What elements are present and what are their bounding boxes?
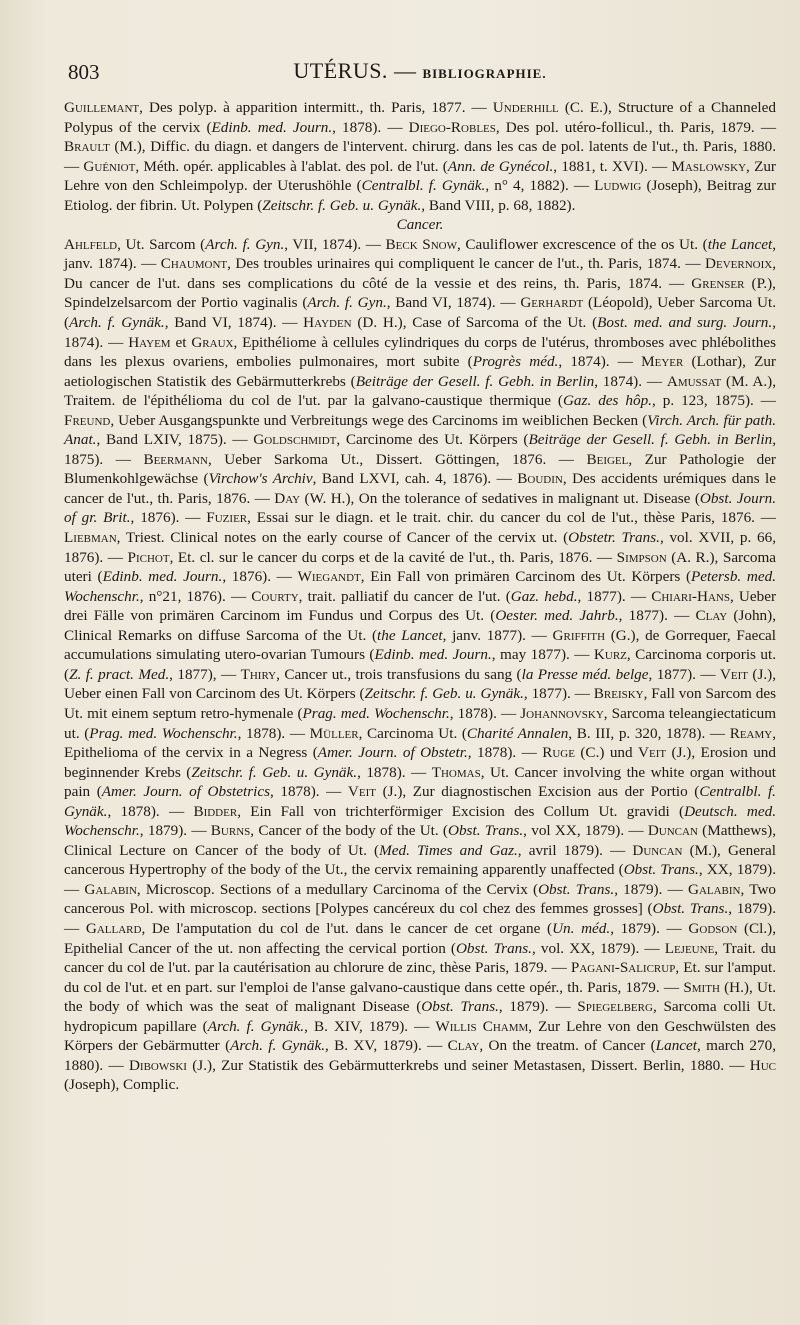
- bibliography-paragraph-cancer: Ahlfeld, Ut. Sarcom (Arch. f. Gyn., VII, 1874). — Beck Snow, Cauliflower excrescence of the os Ut. (the Lancet, janv. 1874). — Chaumont, Des troubles urinaires qui compliquent le cancer de l'ut., th. Paris, 1874. — Devernoix, Du cancer de l'ut. dans ses complications du côté de la vessie et des reins, th. Paris, 1874. — Grenser (P.), Spindelzelsarcom der Portio vaginalis (Arch. f. Gyn., Band VI, 1874). — Gerhardt (Léopold), Ueber Sarcoma Ut. (Arch. f. Gynäk., Band VI, 1874). — Hayden (D. H.), Case of Sarcoma of the Ut. (Bost. med. and surg. Journ., 1874). — Hayem et Graux, Epithéliome à cellules cylindriques du corps de l'utérus, thromboses avec phlébolithes dans les plexus ovariens, embolies pulmonaires, mort subite (Progrès méd., 1874). — Meyer (Lothar), Zur aetiologischen Statistik des Gebärmutterkrebs (Beiträge der Gesell. f. Gebh. in Berlin, 1874). — Amussat (M. A.), Traitem. de l'épithélioma du col de l'ut. par la galvano-caustique thermique (Gaz. des hôp., p. 123, 1875). — Freund, Ueber Ausgangspunkte und Verbreitungs wege des Carcinoms im weiblichen Becken (Virch. Arch. für path. Anat., Band LXIV, 1875). — Goldschmidt, Carcinome des Ut. Körpers (Beiträge der Gesell. f. Gebh. in Berlin, 1875). — Beermann, Ueber Sarkoma Ut., Dissert. Göttingen, 1876. — Beigel, Zur Pathologie der Blumenkohlgewächse (Virchow's Archiv, Band LXVI, cah. 4, 1876). — Boudin, Des accidents urémiques dans le cancer de l'ut., th. Paris, 1876. — Day (W. H.), On the tolerance of sedatives in malignant ut. Disease (Obst. Journ. of gr. Brit., 1876). — Fuzier, Essai sur le diagn. et le trait. chir. du cancer du col de l'ut., thèse Paris, 1876. — Liebman, Triest. Clinical notes on the early course of Cancer of the cervix ut. (Obstetr. Trans., vol. XVII, p. 66, 1876). — Pichot, Et. cl. sur le cancer du corps et de la cavité de l'ut., th. Paris, 1876. — Simpson (A. R.), Sarcoma uteri (Edinb. med. Journ., 1876). — Wiegandt, Ein Fall von primären Carcinom des Ut. Körpers (Petersb. med. Wochenschr., n°21, 1876). — Courty, trait. palliatif du cancer de l'ut. (Gaz. hebd., 1877). — Chiari-Hans, Ueber drei Fälle von primären Carcinom im Fundus und Corpus des Ut. (Oester. med. Jahrb., 1877). — Clay (John), Clinical Remarks on diffuse Sarcoma of the Ut. (the Lancet, janv. 1877). — Griffith (G.), de Gorrequer, Faecal accumulations simulating utero-ovarian Tumours (Edinb. med. Journ., may 1877). — Kurz, Carcinoma corporis ut. (Z. f. pract. Med., 1877), — Thiry, Cancer ut., trois transfusions du sang (la Presse méd. belge, 1877). — Veit (J.), Ueber einen Fall von Carcinom des Ut. Körpers (Zeitschr. f. Geb. u. Gynäk., 1877). — Breisky, Fall von Sarcom des Ut. mit einem septum retro-hymenale (Prag. med. Wochenschr., 1878). — Johannovsky, Sarcoma teleangiectaticum ut. (Prag. med. Wochenschr., 1878). — Müller, Carcinoma Ut. (Charité Annalen, B. III, p. 320, 1878). — Reamy, Epithelioma of the cervix in a Negress (Amer. Journ. of Obstetr., 1878). — Ruge (C.) und Veit (J.), Erosion und beginnender Krebs (Zeitschr. f. Geb. u. Gynäk., 1878). — Thomas, Ut. Cancer involving the white organ without pain (Amer. Journ. of Obstetrics, 1878). — Veit (J.), Zur diagnostischen Excision aus der Portio (Centralbl. f. Gynäk., 1878). — Bidder, Ein Fall von trichterförmiger Excision des Collum Ut. gravidi (Deutsch. med. Wochenschr., 1879). — Burns, Cancer of the body of the Ut. (Obst. Trans., vol XX, 1879). — Duncan (Matthews), Clinical Lecture on Cancer of the body of Ut. (Med. Times and Gaz., avril 1879). — Duncan (M.), General cancerous Hypertrophy of the body of the Ut., the cervix remaining apparently unaffected (Obst. Trans., XX, 1879). — Galabin, Microscop. Sections of a medullary Carcinoma of the Cervix (Obst. Trans., 1879). — Galabin, Two cancerous Pol. with microscop. sections [Polypes cancéreux du col chez des femmes grosses] (Obst. Trans., 1879). — Gallard, De l'amputation du col de l'ut. dans le cancer de cet organe (Un. méd., 1879). — Godson (Cl.), Epithelial Cancer of the ut. non affecting the cervical portion (Obst. Trans., vol. XX, 1879). — Lejeune, Trait. du cancer du col de l'ut. par la cautérisation au chlorure de zinc, thèse Paris, 1879. — Pagani-Salicrup, Et. sur l'amput. du col de l'ut. et en part. sur l'emploi de l'anse galvano-caustique dans cette opér., th. Paris, 1879. — Smith (H.), Ut. the body of which was the seat of malignant Disease (Obst. Trans., 1879). — Spiegelberg, Sarcoma colli Ut. hydropicum papillare (Arch. f. Gynäk., B. XIV, 1879). — Willis Chamm, Zur Lehre von den Geschwülsten des Körpers der Gebärmutter (Arch. f. Gynäk., B. XV, 1879). — Clay, On the treatm. of Cancer (Lancet, march 270, 1880). — Dibowski (J.), Zur Statistik des Gebärmutterkrebs und seiner Metastasen, Dissert. Berlin, 1880. — Huc (Joseph), Complic.: [64, 235, 777, 1094]
- running-title-sub: BIBLIOGRAPHIE.: [422, 66, 547, 81]
- page-number: 803: [68, 60, 100, 84]
- running-title: [64, 58, 776, 84]
- page-header: [64, 58, 776, 88]
- section-heading-cancer: Cancer.: [396, 216, 444, 234]
- running-title-separator: —: [387, 58, 423, 83]
- bibliography-entries: [64, 98, 776, 1095]
- running-title-main: UTÉRUS.: [293, 58, 388, 83]
- bibliography-paragraph-polypes: Guillemant, Des polyp. à apparition intermitt., th. Paris, 1877. — Underhill (C. E.), Structure of a Channeled Polypus of the cervix (Edinb. med. Journ., 1878). — Diego-Robles, Des pol. utéro-follicul., th. Paris, 1879. — Brault (M.), Diffic. du diagn. et dangers de l'intervent. chirurg. dans les cas de pol. latents de l'ut., th. Paris, 1880. — Guéniot, Méth. opér. applicables à l'ablat. des pol. de l'ut. (Ann. de Gynécol., 1881, t. XVI). — Maslowsky, Zur Lehre von den Schleimpolyp. der Uterushöhle (Centralbl. f. Gynäk., n° 4, 1882). — Ludwig (Joseph), Beitrag zur Etiolog. der fibrin. Ut. Polypen (Zeitschr. f. Geb. u. Gynäk., Band VIII, p. 68, 1882).: [64, 99, 777, 214]
